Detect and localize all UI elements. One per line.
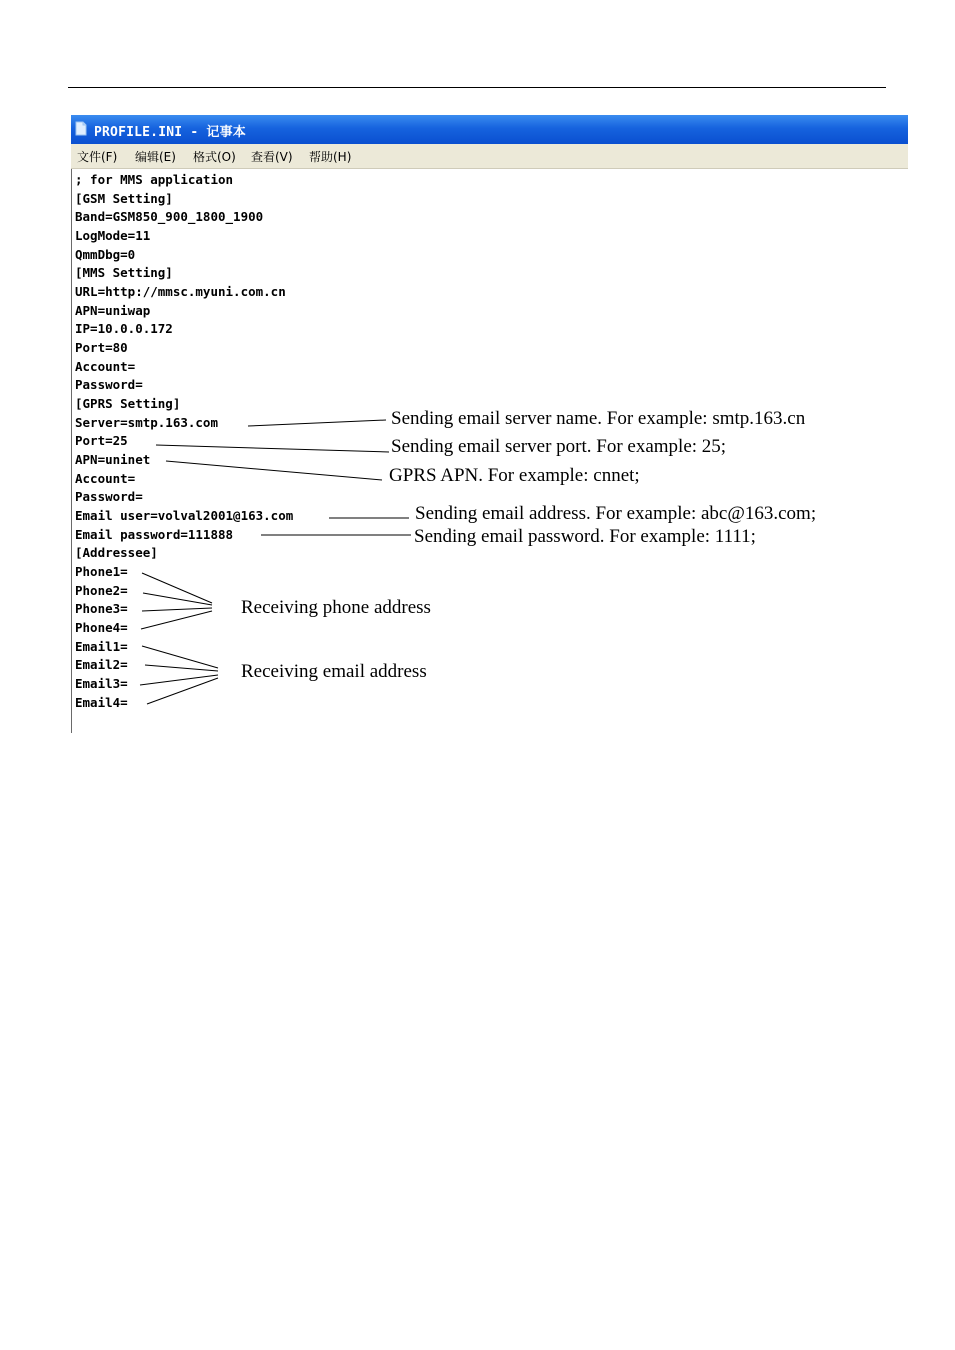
editor-line: Email user=volval2001@163.com	[75, 508, 294, 523]
menu-file[interactable]: 文件(F)	[77, 150, 118, 164]
annotation-phone-address: Receiving phone address	[241, 597, 431, 618]
editor-line: Email2=	[75, 657, 128, 672]
annotation-server-name: Sending email server name. For example: smtp.163.cn	[391, 408, 806, 429]
editor-line: [MMS Setting]	[75, 265, 173, 280]
annotation-email-receive: Receiving email address	[241, 661, 427, 682]
editor-line: Email password=111888	[75, 527, 234, 542]
editor-line: IP=10.0.0.172	[75, 321, 173, 336]
editor-line: Password=	[75, 377, 143, 392]
editor-line: Email1=	[75, 639, 128, 654]
notepad-icon	[75, 121, 87, 136]
editor-line: [GSM Setting]	[75, 191, 173, 206]
editor-line: LogMode=11	[75, 228, 151, 243]
editor-line: Phone3=	[75, 601, 128, 616]
editor-line: Email3=	[75, 676, 128, 691]
editor-line: Email4=	[75, 695, 128, 710]
editor-line: Password=	[75, 489, 143, 504]
menu-edit[interactable]: 编辑(E)	[135, 150, 176, 164]
editor-line: APN=uniwap	[75, 303, 151, 318]
editor-line: Phone4=	[75, 620, 128, 635]
editor-line: Port=80	[75, 340, 128, 355]
editor-line: Phone2=	[75, 583, 128, 598]
editor-line: Account=	[75, 359, 136, 374]
editor-line: Account=	[75, 471, 136, 486]
annotation-server-port: Sending email server port. For example: 25;	[391, 436, 727, 457]
window-title: PROFILE.INI - 记事本	[94, 125, 246, 140]
editor-line: [Addressee]	[75, 545, 158, 560]
menu-view[interactable]: 查看(V)	[251, 150, 293, 164]
annotation-gprs-apn: GPRS APN. For example: cnnet;	[389, 465, 640, 486]
editor-line: URL=http://mmsc.myuni.com.cn	[75, 284, 286, 299]
editor-line: Port=25	[75, 433, 128, 448]
menu-format[interactable]: 格式(O)	[193, 150, 236, 164]
editor-line: APN=uninet	[75, 452, 151, 467]
editor-line: QmmDbg=0	[75, 247, 136, 262]
editor-line: Phone1=	[75, 564, 128, 579]
editor-line: Server=smtp.163.com	[75, 415, 218, 430]
menu-bar	[71, 144, 908, 169]
page-top-rule	[68, 87, 886, 88]
menu-help[interactable]: 帮助(H)	[309, 150, 352, 164]
annotation-email-address: Sending email address. For example: abc@163.com;	[415, 503, 817, 524]
annotation-email-password: Sending email password. For example: 1111;	[414, 526, 756, 547]
editor-line: ; for MMS application	[75, 172, 234, 187]
title-bar[interactable]	[71, 115, 908, 144]
editor-line: [GPRS Setting]	[75, 396, 181, 411]
editor-line: Band=GSM850_900_1800_1900	[75, 209, 264, 224]
